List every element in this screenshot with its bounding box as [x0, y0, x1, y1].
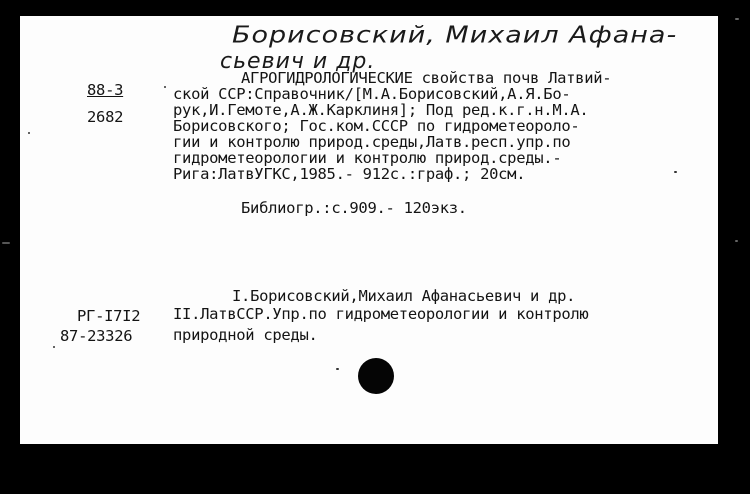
call-number-1: РГ-I7I2	[77, 307, 141, 325]
speck	[735, 240, 738, 242]
description-line-4: Борисовского; Гос.ком.СССР по гидрометеороло-	[173, 117, 580, 135]
speck	[2, 242, 10, 244]
description-line-6: гидрометеорологии и контролю природ.среды.-	[173, 149, 562, 167]
description-line-5: гии и контролю природ.среды,Латв.респ.упр.по	[173, 133, 571, 151]
handwritten-heading-line2: сьевич и др.	[220, 49, 376, 74]
speck	[336, 368, 339, 370]
speck	[164, 86, 166, 88]
call-number-2: 87-23326	[60, 327, 133, 345]
description-line-7: Рига:ЛатвУГКС,1985.- 912с.:граф.; 20см.	[173, 165, 526, 183]
speck	[735, 18, 739, 20]
punch-hole	[358, 358, 394, 394]
tracing-line-1: I.Борисовский,Михаил Афанасьевич и др.	[232, 287, 576, 305]
speck	[674, 171, 677, 173]
description-line-2: ской ССР:Справочник/[М.А.Борисовский,А.Я.Бо-	[173, 85, 571, 103]
shelf-mark-top: 88-3	[87, 81, 124, 99]
description-line-3: рук,И.Гемоте,А.Ж.Карклиня]; Под ред.к.г.н.М.А.	[173, 101, 589, 119]
handwritten-heading-line1: Борисовский, Михаил Афана-	[232, 22, 678, 49]
catalog-card	[20, 16, 718, 444]
description-line-1: АГРОГИДРОЛОГИЧЕСКИЕ свойства почв Латвий-	[241, 69, 612, 87]
bibliography-note: Библиогр.:с.909.- 120экз.	[241, 199, 467, 217]
shelf-mark-bottom: 2682	[87, 108, 124, 126]
tracing-line-3: природной среды.	[173, 326, 318, 344]
speck	[28, 132, 30, 134]
tracing-line-2: II.ЛатвССР.Упр.по гидрометеорологии и контролю	[173, 305, 589, 323]
speck	[53, 346, 55, 348]
